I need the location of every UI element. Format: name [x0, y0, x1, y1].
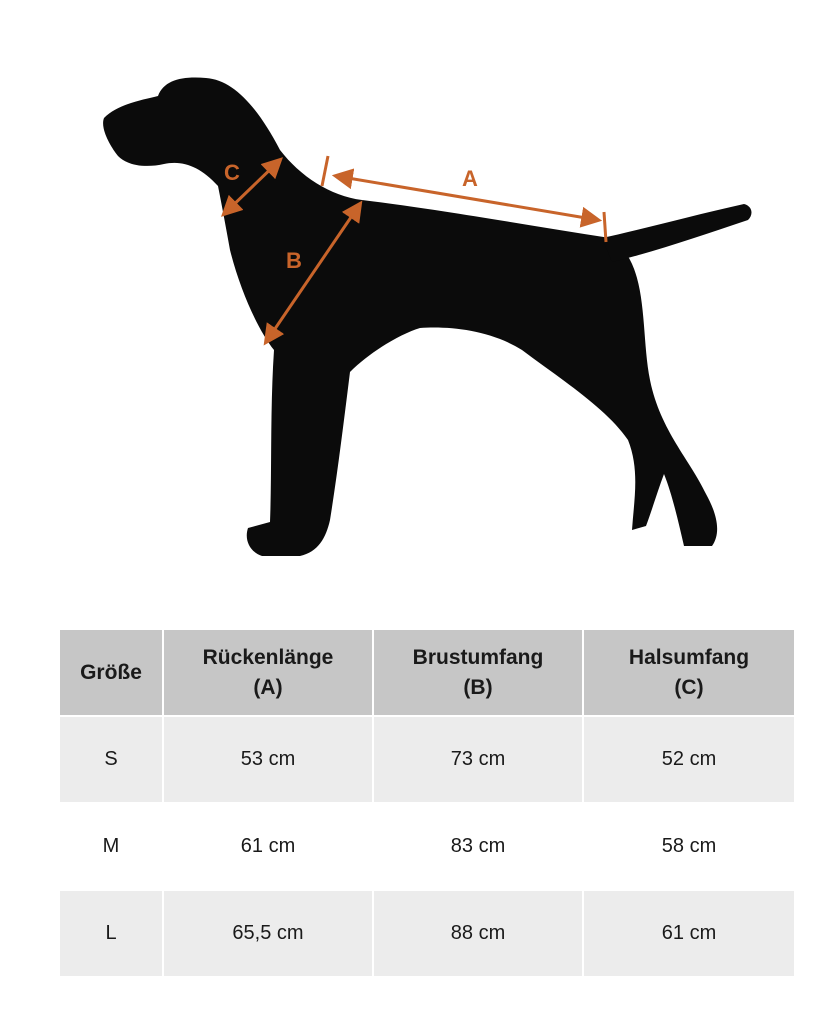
- header-size: Größe: [60, 630, 164, 717]
- label-c: C: [224, 160, 240, 185]
- header-chest-girth: Brustumfang (B): [374, 630, 584, 717]
- cell-chest-girth: 83 cm: [374, 804, 584, 891]
- cell-chest-girth: 73 cm: [374, 717, 584, 804]
- cell-size: S: [60, 717, 164, 804]
- label-a: A: [462, 166, 478, 191]
- table-row: [60, 804, 794, 891]
- cell-size: L: [60, 891, 164, 978]
- table-row: [60, 717, 794, 804]
- cell-back-length: 65,5 cm: [164, 891, 374, 978]
- cell-chest-girth: 88 cm: [374, 891, 584, 978]
- dog-silhouette-icon: [103, 78, 751, 556]
- cell-neck-girth: 61 cm: [584, 891, 794, 978]
- table-header-row: [60, 630, 794, 717]
- cell-neck-girth: 58 cm: [584, 804, 794, 891]
- cell-back-length: 53 cm: [164, 717, 374, 804]
- cell-back-length: 61 cm: [164, 804, 374, 891]
- label-b: B: [286, 248, 302, 273]
- header-neck-girth: Halsumfang (C): [584, 630, 794, 717]
- header-back-length: Rückenlänge (A): [164, 630, 374, 717]
- size-table: [60, 630, 794, 978]
- cell-size: M: [60, 804, 164, 891]
- cell-neck-girth: 52 cm: [584, 717, 794, 804]
- table-row: [60, 891, 794, 978]
